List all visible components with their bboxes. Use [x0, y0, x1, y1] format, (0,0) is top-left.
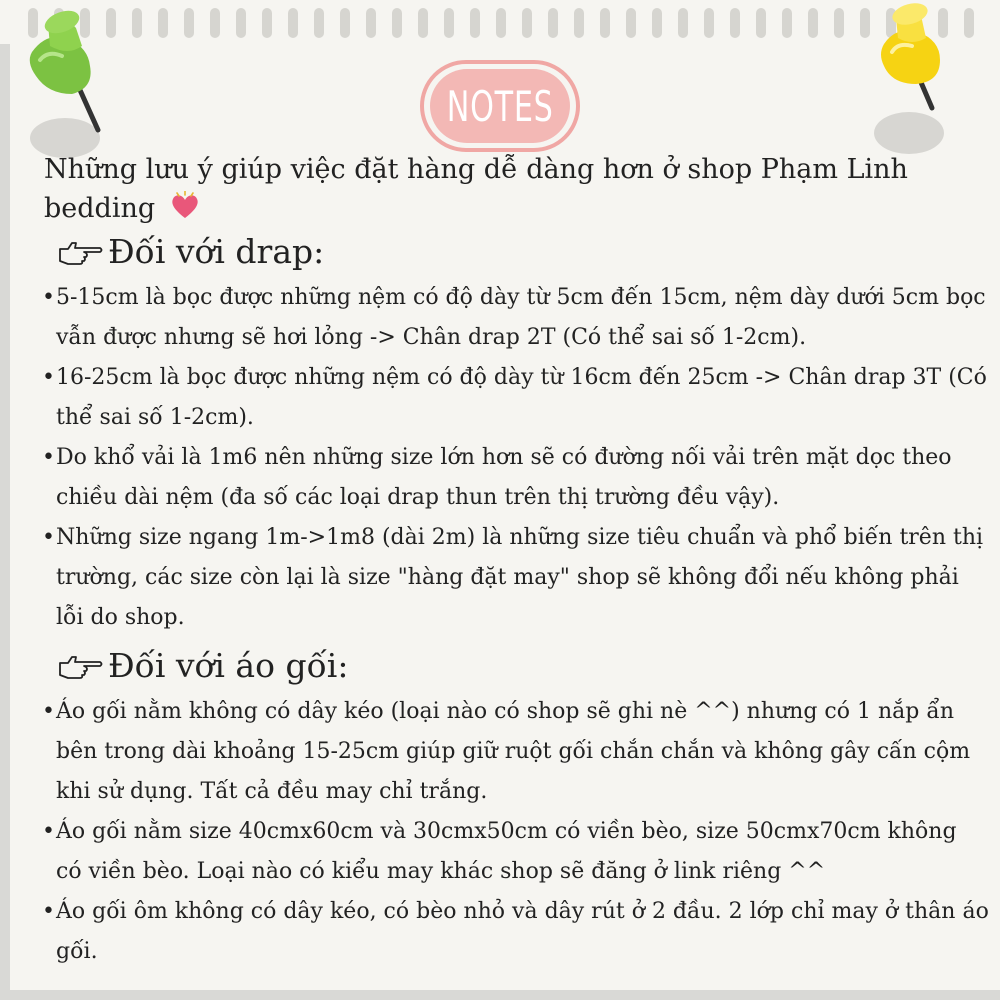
binding-hole [314, 8, 324, 38]
binding-hole [418, 8, 428, 38]
list-item: • Áo gối ôm không có dây kéo, có bèo nhỏ và dây rút ở 2 đầu. 2 lớp chỉ may ở thân áo gối. [42, 899, 989, 964]
list-item: • Do khổ vải là 1m6 nên những size lớn hơn sẽ có đường nối vải trên mặt dọc theo chiều dài nệm (đa số các loại drap thun trên thị trường đều vậy). [42, 445, 952, 510]
list-item: • Áo gối nằm không có dây kéo (loại nào có shop sẽ ghi nè ^^) nhưng có 1 nắp ẩn bên trong dài khoảng 15-25cm giúp giữ ruột gối chắn chắn và không gây cấn cộm khi sử dụng. Tất cả đều may chỉ trắng. [42, 699, 971, 804]
binding-hole [782, 8, 792, 38]
binding-hole [470, 8, 480, 38]
section-title-drap [58, 230, 989, 274]
section-title-text: Đối với áo gối: [108, 646, 349, 685]
notes-badge-text: NOTES [446, 81, 554, 131]
list-item: • 5-15cm là bọc được những nệm có độ dày từ 5cm đến 15cm, nệm dày dưới 5cm bọc vẫn được nhưng sẽ hơi lỏng -> Chân drap 2T (Có thể sai số 1-2cm). [42, 285, 986, 350]
binding-hole [392, 8, 402, 38]
binding-hole [158, 8, 168, 38]
binding-hole [496, 8, 506, 38]
section-title-ao-goi [58, 644, 989, 688]
binding-hole [210, 8, 220, 38]
list-item: • Áo gối nằm size 40cmx60cm và 30cmx50cm có viền bèo, size 50cmx70cm không có viền bèo. Loại nào có kiểu may khác shop sẽ đăng ở link riêng ^^ [42, 819, 957, 884]
pointing-hand-icon [58, 237, 104, 267]
notes-content [44, 150, 989, 972]
binding-hole [548, 8, 558, 38]
list-item: • Những size ngang 1m->1m8 (dài 2m) là những size tiêu chuẩn và phổ biến trên thị trường, các size còn lại là size "hàng đặt may" shop sẽ không đổi nếu không phải lỗi do shop. [42, 525, 984, 630]
drap-notes-list [44, 278, 989, 638]
binding-hole [574, 8, 584, 38]
green-pushpin-icon [18, 10, 118, 140]
spiral-binding [0, 0, 1000, 44]
binding-hole [522, 8, 532, 38]
ao-goi-notes-list [44, 692, 989, 972]
binding-hole [704, 8, 714, 38]
notes-badge [420, 60, 580, 152]
section-title-text: Đối với drap: [108, 232, 325, 271]
intro-text: Những lưu ý giúp việc đặt hàng dễ dàng hơn ở shop Phạm Linh bedding [44, 154, 908, 224]
binding-hole [834, 8, 844, 38]
binding-hole [626, 8, 636, 38]
binding-hole [808, 8, 818, 38]
list-item: • 16-25cm là bọc được những nệm có độ dày từ 16cm đến 25cm -> Chân drap 3T (Có thể sai số 1-2cm). [42, 365, 987, 430]
binding-hole [366, 8, 376, 38]
binding-hole [600, 8, 610, 38]
binding-hole [132, 8, 142, 38]
binding-hole [236, 8, 246, 38]
binding-hole [184, 8, 194, 38]
binding-hole [288, 8, 298, 38]
yellow-pushpin-icon [862, 0, 962, 120]
binding-hole [444, 8, 454, 38]
binding-hole [730, 8, 740, 38]
binding-hole [262, 8, 272, 38]
heart-icon [170, 191, 200, 221]
intro-paragraph [44, 150, 989, 228]
binding-hole [964, 8, 974, 38]
binding-hole [340, 8, 350, 38]
binding-hole [652, 8, 662, 38]
pointing-hand-icon [58, 651, 104, 681]
binding-hole [678, 8, 688, 38]
binding-hole [756, 8, 766, 38]
